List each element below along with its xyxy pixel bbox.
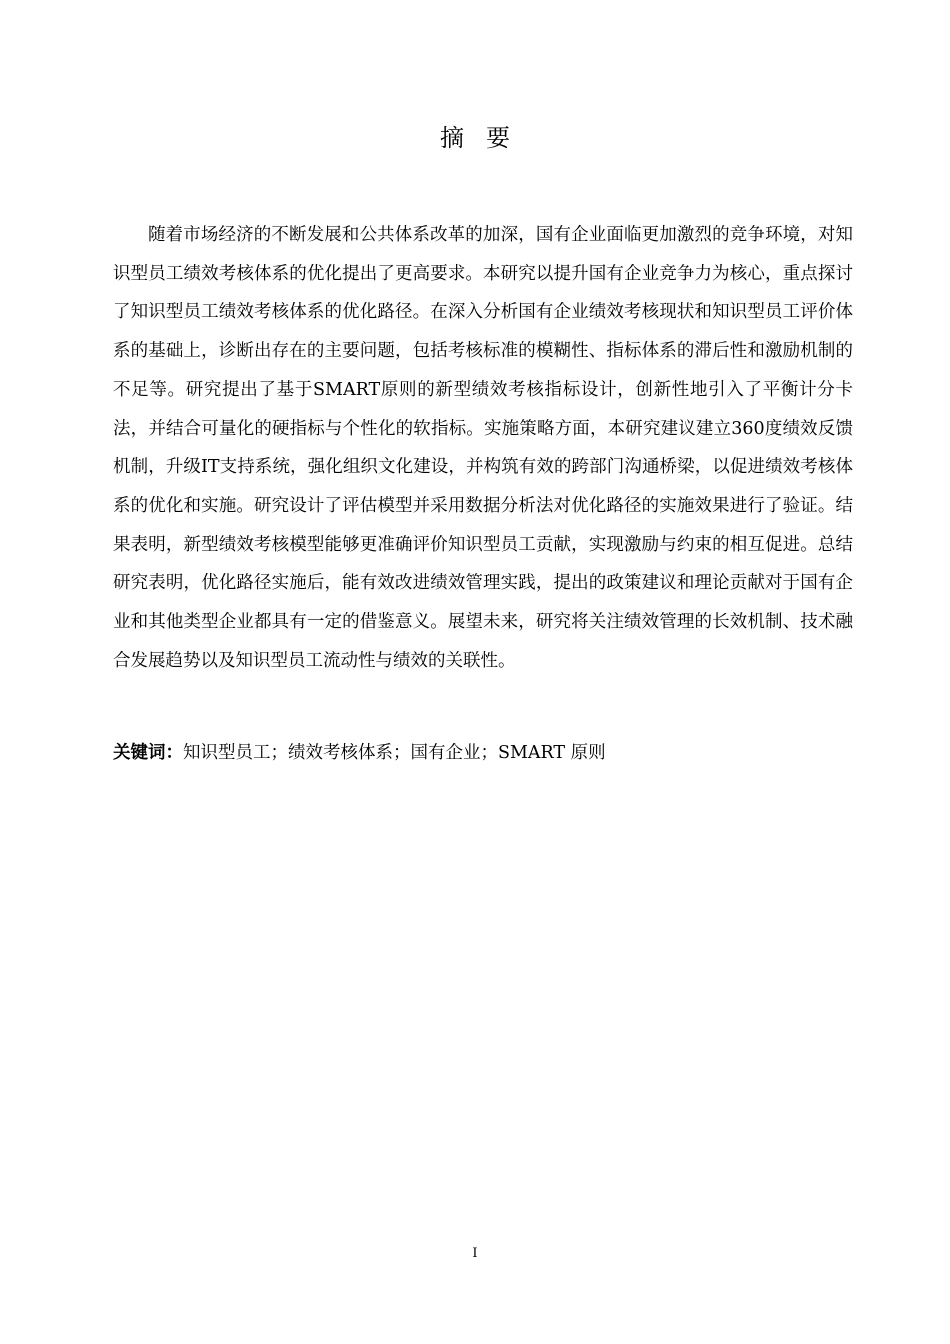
- page-number: I: [472, 1246, 478, 1261]
- keywords-line: [113, 738, 853, 768]
- abstract-title: 摘要: [440, 124, 532, 152]
- keywords-list: 知识型员工；绩效考核体系；国有企业；SMART 原则: [183, 743, 606, 763]
- abstract-body: 随着市场经济的不断发展和公共体系改革的加深，国有企业面临更加激烈的竞争环境，对知识型员工绩效考核体系的优化提出了更高要求。本研究以提升国有企业竞争力为核心，重点探讨了知识型员工绩效考核体系的优化路径。在深入分析国有企业绩效考核现状和知识型员工评价体系的基础上，诊断出存在的主要问题，包括考核标准的模糊性、指标体系的滞后性和激励机制的不足等。研究提出了基于SMART原则的新型绩效考核指标设计，创新性地引入了平衡计分卡法，并结合可量化的硬指标与个性化的软指标。实施策略方面，本研究建议建立360度绩效反馈机制，升级IT支持系统，强化组织文化建设，并构筑有效的跨部门沟通桥梁，以促进绩效考核体系的优化和实施。研究设计了评估模型并采用数据分析法对优化路径的实施效果进行了验证。结果表明，新型绩效考核模型能够更准确评价知识型员工贡献，实现激励与约束的相互促进。总结研究表明，优化路径实施后，能有效改进绩效管理实践，提出的政策建议和理论贡献对于国有企业和其他类型企业都具有一定的借鉴意义。展望未来，研究将关注绩效管理的长效机制、技术融合发展趋势以及知识型员工流动性与绩效的关联性。: [113, 225, 853, 671]
- keywords-label: 关键词：: [113, 743, 183, 763]
